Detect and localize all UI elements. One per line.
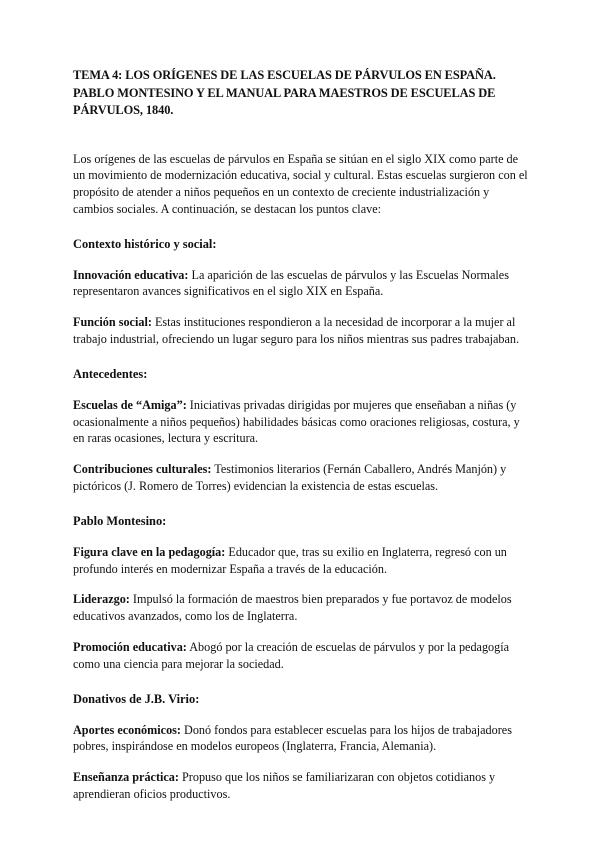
term-label: Función social: bbox=[73, 315, 152, 330]
paragraph-text: Testimonios literarios (Fernán Caballero, Andrés Manjón) y pictóricos (J. Romero de Torres) evidencian la existencia de estas escuelas. bbox=[73, 462, 507, 494]
section-heading-contexto: Contexto histórico y social: bbox=[73, 236, 217, 251]
term-label: Promoción educativa: bbox=[73, 640, 187, 655]
paragraph-text: Educador que, tras su exilio en Inglaterra, regresó con un profundo interés en modernizar España a través de la educación. bbox=[73, 544, 507, 576]
section-heading-donativos: Donativos de J.B. Virio: bbox=[73, 691, 200, 706]
section-heading-antecedentes: Antecedentes: bbox=[73, 366, 148, 381]
document-page bbox=[73, 67, 531, 803]
term-label: Innovación educativa: bbox=[73, 267, 189, 282]
paragraph-text: Iniciativas privadas dirigidas por mujeres que enseñaban a niñas (y ocasionalmente a niños pequeños) habilidades básicas como oraciones religiosas, costura, y en raras ocasiones, lectura y escritura. bbox=[73, 397, 520, 446]
paragraph-escuelas-amiga bbox=[73, 397, 531, 447]
term-label: Escuelas de “Amiga”: bbox=[73, 397, 187, 412]
paragraph-promocion bbox=[73, 639, 531, 673]
paragraph-funcion-social bbox=[73, 314, 531, 348]
term-label: Liderazgo: bbox=[73, 592, 130, 607]
paragraph-text: Impulsó la formación de maestros bien preparados y fue portavoz de modelos educativos avanzados, como los de Inglaterra. bbox=[73, 592, 512, 624]
paragraph-ensenanza bbox=[73, 769, 531, 803]
paragraph-text: Donó fondos para establecer escuelas para los hijos de trabajadores pobres, inspirándose en modelos europeos (Inglaterra, Francia, Alemania). bbox=[73, 722, 512, 754]
term-label: Enseñanza práctica: bbox=[73, 770, 179, 785]
paragraph-liderazgo bbox=[73, 591, 531, 625]
term-label: Figura clave en la pedagogía: bbox=[73, 544, 226, 559]
paragraph-text: Estas instituciones respondieron a la necesidad de incorporar a la mujer al trabajo industrial, ofreciendo un lugar seguro para los niños mientras sus padres trabajaban. bbox=[73, 315, 520, 347]
paragraph-figura-clave bbox=[73, 544, 531, 578]
intro-paragraph: Los orígenes de las escuelas de párvulos en España se sitúan en el siglo XIX como parte de un movimiento de modernización educativa, social y cultural. Estas escuelas surgieron con el propósito de atender a niños pequeños en un contexto de creciente industrialización y cambios sociales. A continuación, se destacan los puntos clave: bbox=[73, 151, 528, 216]
paragraph-contribuciones bbox=[73, 461, 531, 495]
term-label: Contribuciones culturales: bbox=[73, 462, 212, 477]
section-heading-montesino: Pablo Montesino: bbox=[73, 513, 167, 528]
term-label: Aportes económicos: bbox=[73, 722, 181, 737]
document-title: TEMA 4: LOS ORÍGENES DE LAS ESCUELAS DE PÁRVULOS EN ESPAÑA. PABLO MONTESINO Y EL MANUAL PARA MAESTROS DE ESCUELAS DE PÁRVULOS, 1840. bbox=[73, 68, 496, 117]
paragraph-innovacion bbox=[73, 267, 531, 301]
paragraph-text: Propuso que los niños se familiarizaran con objetos cotidianos y aprendieran oficios productivos. bbox=[73, 770, 496, 802]
paragraph-text: La aparición de las escuelas de párvulos y las Escuelas Normales representaron avances significativos en el siglo XIX en España. bbox=[73, 267, 509, 299]
paragraph-aportes bbox=[73, 722, 531, 756]
paragraph-text: Abogó por la creación de escuelas de párvulos y por la pedagogía como una ciencia para mejorar la sociedad. bbox=[73, 640, 510, 671]
